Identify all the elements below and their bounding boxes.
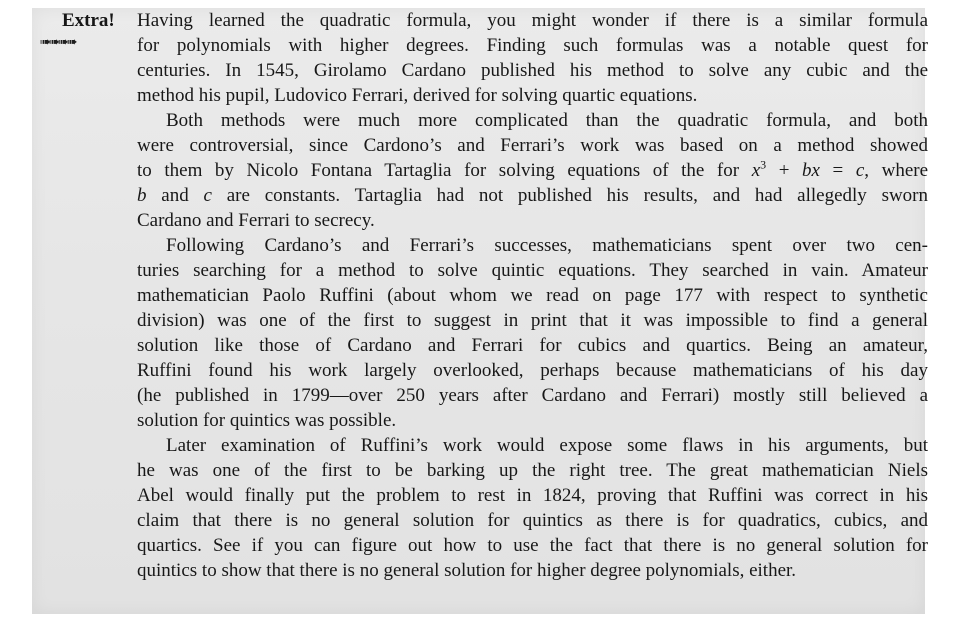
extra-text-body (137, 8, 928, 583)
variable-b: b (137, 185, 147, 206)
paragraph-2-line-4 (137, 183, 928, 208)
variable-c: c (203, 185, 212, 206)
paragraph-1-line-4: method his pupil, Ludovico Ferrari, derived for solving quartic equations. (137, 85, 698, 106)
equation-equals: = (819, 160, 856, 181)
paragraph-3-line-3: mathematician Paolo Ruffini (about whom we read on page 177 with respect to synthetic (137, 285, 928, 306)
paragraph-3-line-4: division) was one of the first to suggest in print that it was impossible to find a general (137, 310, 928, 331)
paragraph-2-line-1: Both methods were much more complicated than the quadratic formula, and both (166, 110, 928, 131)
paragraph-1-line-3: centuries. In 1545, Girolamo Cardano published his method to solve any cubic and the (137, 60, 928, 81)
paragraph-3-line-6: Ruffini found his work largely overlooked, perhaps because mathematicians of his day (137, 360, 928, 381)
equation-exponent: 3 (760, 157, 767, 172)
paragraph-1-line-2: for polynomials with higher degrees. Finding such formulas was a notable quest for (137, 35, 928, 56)
paragraph-2-line-3 (137, 158, 928, 183)
paragraph-2-line-4-rest: are constants. Tartaglia had not published his results, and had allegedly sworn (211, 185, 929, 206)
equation-suffix: , where (864, 160, 929, 181)
equation-x: x (751, 160, 761, 181)
paragraph-3-line-8: solution for quintics was possible. (137, 410, 397, 431)
paragraph-4-line-4: claim that there is no general solution for quintics as there is for quadratics, cubics, and (137, 510, 928, 531)
paragraph-3-line-2: turies searching for a method to solve quintic equations. They searched in vain. Amateur (137, 260, 928, 281)
paragraph-4-line-2: he was one of the first to be barking up the right tree. The great mathematician Niels (137, 460, 928, 481)
paragraph-4-line-5: quartics. See if you can figure out how to use the fact that there is no general solution for (137, 535, 928, 556)
paragraph-4-line-3: Abel would finally put the problem to rest in 1824, proving that Ruffini was correct in his (137, 485, 928, 506)
extra-sidebar-label: Extra! (62, 10, 115, 31)
equation-c: c (855, 160, 865, 181)
arrow-marker-icon: ➠➠➠➠ (40, 35, 76, 50)
paragraph-2-line-5: Cardano and Ferrari to secrecy. (137, 210, 375, 231)
equation-plus: + (766, 160, 803, 181)
paragraph-2-line-3-text: to them by Nicolo Fontana Tartaglia for solving equations of the for (137, 160, 740, 181)
equation-bx: bx (802, 160, 820, 181)
conjunction-and: and (146, 185, 204, 206)
paragraph-3-line-7: (he published in 1799—over 250 years after Cardano and Ferrari) mostly still believed a (137, 385, 928, 406)
paragraph-4-line-6: quintics to show that there is no general solution for higher degree polynomials, either. (137, 560, 797, 581)
paragraph-3-line-1: Following Cardano’s and Ferrari’s successes, mathematicians spent over two cen- (166, 235, 928, 256)
paragraph-1-line-1: Having learned the quadratic formula, you might wonder if there is a similar formula (137, 10, 928, 31)
paragraph-2-line-2: were controversial, since Cardono’s and Ferrari’s work was based on a method showed (137, 135, 928, 156)
paragraph-4-line-1: Later examination of Ruffini’s work would expose some flaws in his arguments, but (166, 435, 928, 456)
paragraph-3-line-5: solution like those of Cardano and Ferrari for cubics and quartics. Being an amateur, (137, 335, 928, 356)
